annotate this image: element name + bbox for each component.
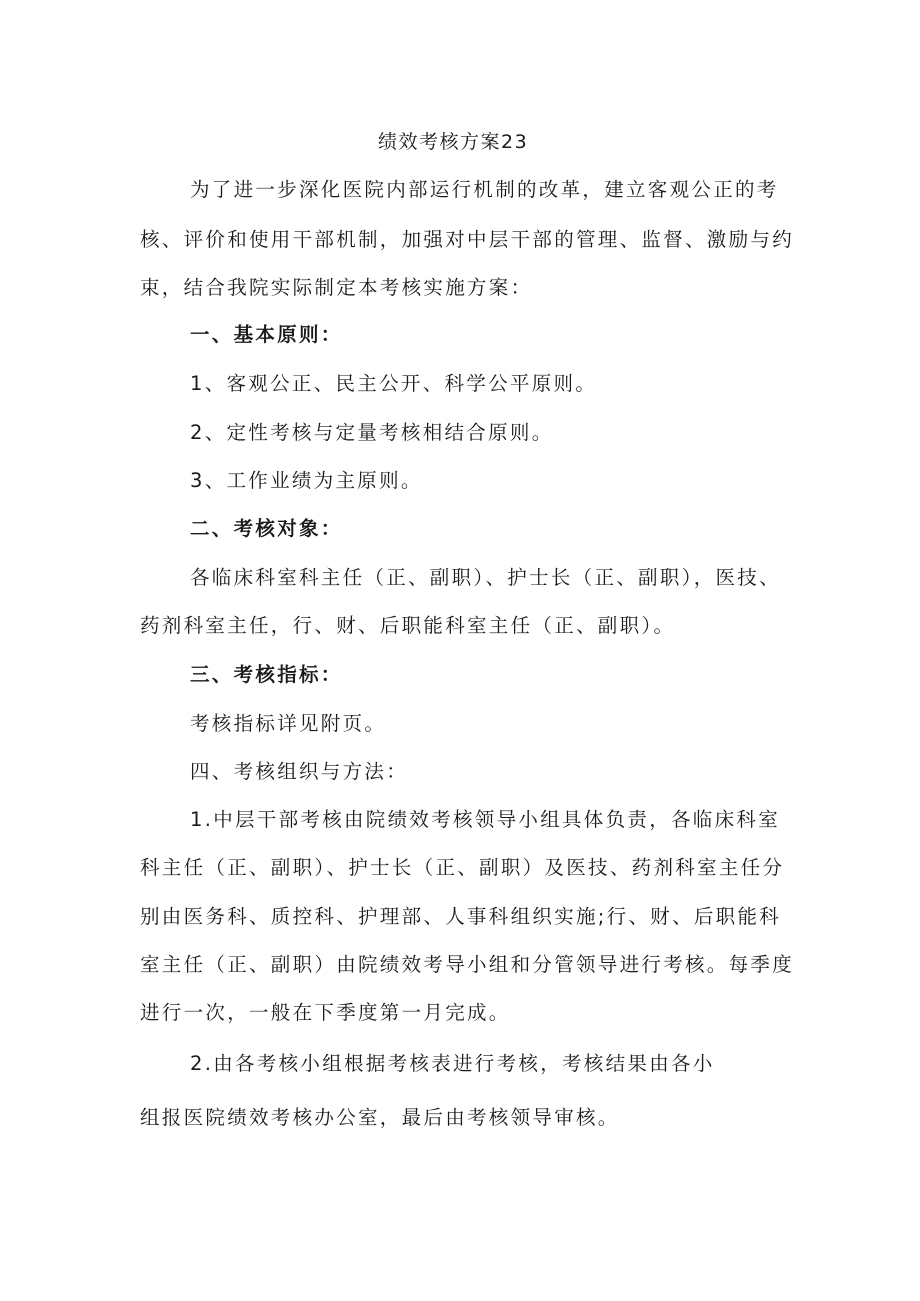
principle-item-3: 3、工作业绩为主原则。 — [190, 469, 423, 492]
targets-line-2: 药剂科室主任，行、财、后职能科室主任（正、副职）。 — [140, 614, 676, 637]
principle-item-2: 2、定性考核与定量考核相结合原则。 — [190, 421, 554, 444]
organization-line-2: 科主任（正、副职）、护士长（正、副职）及医技、药剂科室主任分 — [140, 856, 785, 879]
targets-line-1: 各临床科室科主任（正、副职）、护士长（正、副职），医技、 — [190, 566, 781, 589]
principle-item-1: 1、客观公正、民主公开、科学公平原则。 — [190, 372, 598, 395]
document-title: 绩效考核方案23 — [378, 131, 529, 153]
intro-line-1: 为了进一步深化医院内部运行机制的改革，建立客观公正的考 — [190, 178, 779, 201]
intro-line-2: 核、评价和使用干部机制，加强对中层干部的管理、监督、激励与约 — [140, 228, 795, 251]
organization-line-4: 室主任（正、副职）由院绩效考导小组和分管领导进行考核。每季度 — [140, 953, 795, 976]
section-heading-principles: 一、基本原则： — [190, 323, 343, 346]
organization-line-7: 组报医院绩效考核办公室，最后由考核领导审核。 — [140, 1106, 620, 1129]
section-heading-targets: 二、考核对象： — [190, 517, 343, 540]
organization-line-5: 进行一次，一般在下季度第一月完成。 — [140, 1001, 511, 1024]
indicators-line-1: 考核指标详见附页。 — [190, 712, 387, 735]
section-heading-organization: 四、考核组织与方法： — [190, 760, 409, 783]
section-heading-indicators: 三、考核指标： — [190, 663, 343, 686]
intro-line-3: 束，结合我院实际制定本考核实施方案： — [140, 276, 533, 299]
organization-line-6: 2.由各考核小组根据考核表进行考核，考核结果由各小 — [190, 1052, 715, 1075]
organization-line-3: 别由医务科、质控科、护理部、人事科组织实施;行、财、后职能科 — [140, 905, 782, 928]
organization-line-1: 1.中层干部考核由院绩效考核领导小组具体负责，各临床科室 — [190, 808, 781, 831]
